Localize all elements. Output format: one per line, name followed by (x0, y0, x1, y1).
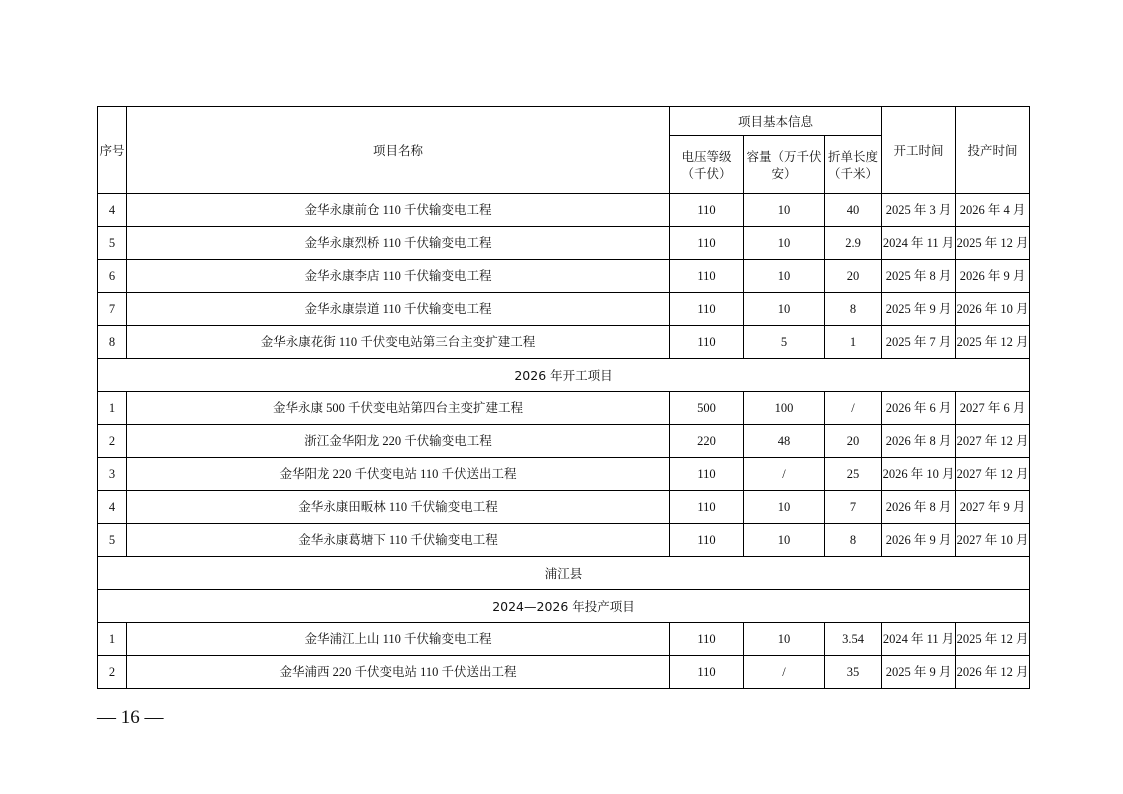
cell-voltage: 110 (670, 458, 744, 491)
cell-voltage: 110 (670, 194, 744, 227)
cell-seq: 6 (98, 260, 127, 293)
cell-length: 35 (825, 656, 882, 689)
cell-project-name: 金华永康 500 千伏变电站第四台主变扩建工程 (127, 392, 670, 425)
cell-length: 7 (825, 491, 882, 524)
cell-start-time: 2025 年 3 月 (882, 194, 956, 227)
cell-capacity: 10 (744, 227, 825, 260)
cell-capacity: 10 (744, 623, 825, 656)
cell-voltage: 110 (670, 656, 744, 689)
cell-capacity: 10 (744, 194, 825, 227)
cell-voltage: 220 (670, 425, 744, 458)
cell-voltage: 110 (670, 491, 744, 524)
cell-project-name: 金华永康李店 110 千伏输变电工程 (127, 260, 670, 293)
cell-voltage: 500 (670, 392, 744, 425)
cell-operation-time: 2025 年 12 月 (956, 623, 1030, 656)
section-county-pujiang: 浦江县 (98, 557, 1030, 590)
header-seq: 序号 (98, 107, 127, 194)
cell-operation-time: 2027 年 12 月 (956, 458, 1030, 491)
cell-length: / (825, 392, 882, 425)
table-row (98, 656, 1030, 689)
cell-capacity: 10 (744, 260, 825, 293)
cell-start-time: 2025 年 7 月 (882, 326, 956, 359)
table-header (98, 107, 1030, 194)
cell-capacity: / (744, 656, 825, 689)
cell-operation-time: 2027 年 10 月 (956, 524, 1030, 557)
cell-length: 40 (825, 194, 882, 227)
cell-operation-time: 2025 年 12 月 (956, 227, 1030, 260)
cell-length: 2.9 (825, 227, 882, 260)
cell-capacity: 100 (744, 392, 825, 425)
cell-operation-time: 2026 年 10 月 (956, 293, 1030, 326)
cell-operation-time: 2025 年 12 月 (956, 326, 1030, 359)
cell-operation-time: 2026 年 9 月 (956, 260, 1030, 293)
cell-start-time: 2026 年 10 月 (882, 458, 956, 491)
cell-project-name: 金华永康花街 110 千伏变电站第三台主变扩建工程 (127, 326, 670, 359)
section-row (98, 590, 1030, 623)
cell-length: 8 (825, 524, 882, 557)
table-row (98, 392, 1030, 425)
cell-length: 3.54 (825, 623, 882, 656)
header-operation-time: 投产时间 (956, 107, 1030, 194)
section-row (98, 359, 1030, 392)
table-row (98, 491, 1030, 524)
cell-project-name: 浙江金华阳龙 220 千伏输变电工程 (127, 425, 670, 458)
header-start-time: 开工时间 (882, 107, 956, 194)
cell-voltage: 110 (670, 227, 744, 260)
cell-length: 1 (825, 326, 882, 359)
table-row (98, 227, 1030, 260)
cell-seq: 2 (98, 656, 127, 689)
cell-project-name: 金华浦江上山 110 千伏输变电工程 (127, 623, 670, 656)
cell-seq: 3 (98, 458, 127, 491)
cell-capacity: 10 (744, 524, 825, 557)
cell-project-name: 金华永康前仓 110 千伏输变电工程 (127, 194, 670, 227)
section-2026-start-projects: 2026 年开工项目 (98, 359, 1030, 392)
cell-capacity: 10 (744, 293, 825, 326)
cell-project-name: 金华永康葛塘下 110 千伏输变电工程 (127, 524, 670, 557)
cell-start-time: 2025 年 8 月 (882, 260, 956, 293)
table-body (98, 194, 1030, 689)
table-row (98, 623, 1030, 656)
cell-seq: 2 (98, 425, 127, 458)
table-row (98, 260, 1030, 293)
cell-start-time: 2025 年 9 月 (882, 293, 956, 326)
cell-start-time: 2026 年 8 月 (882, 491, 956, 524)
table-row (98, 425, 1030, 458)
table-row (98, 293, 1030, 326)
table-row (98, 326, 1030, 359)
cell-project-name: 金华永康田畈林 110 千伏输变电工程 (127, 491, 670, 524)
header-project-name: 项目名称 (127, 107, 670, 194)
cell-seq: 8 (98, 326, 127, 359)
cell-capacity: 10 (744, 491, 825, 524)
cell-operation-time: 2027 年 9 月 (956, 491, 1030, 524)
page-number: — 16 — (97, 707, 164, 728)
header-basic-info: 项目基本信息 (670, 107, 882, 136)
cell-project-name: 金华浦西 220 千伏变电站 110 千伏送出工程 (127, 656, 670, 689)
cell-voltage: 110 (670, 293, 744, 326)
cell-start-time: 2025 年 9 月 (882, 656, 956, 689)
cell-length: 20 (825, 260, 882, 293)
table-row (98, 458, 1030, 491)
cell-capacity: 48 (744, 425, 825, 458)
cell-operation-time: 2026 年 4 月 (956, 194, 1030, 227)
cell-seq: 7 (98, 293, 127, 326)
cell-seq: 4 (98, 194, 127, 227)
cell-length: 8 (825, 293, 882, 326)
cell-start-time: 2026 年 6 月 (882, 392, 956, 425)
header-voltage: 电压等级（千伏） (670, 136, 744, 194)
cell-length: 25 (825, 458, 882, 491)
cell-seq: 1 (98, 392, 127, 425)
cell-capacity: / (744, 458, 825, 491)
header-capacity: 容量（万千伏安） (744, 136, 825, 194)
cell-seq: 5 (98, 524, 127, 557)
cell-start-time: 2024 年 11 月 (882, 227, 956, 260)
table-row (98, 194, 1030, 227)
project-table (97, 106, 1030, 689)
cell-seq: 4 (98, 491, 127, 524)
cell-voltage: 110 (670, 524, 744, 557)
cell-length: 20 (825, 425, 882, 458)
cell-operation-time: 2027 年 6 月 (956, 392, 1030, 425)
header-length: 折单长度（千米） (825, 136, 882, 194)
cell-project-name: 金华永康烈桥 110 千伏输变电工程 (127, 227, 670, 260)
cell-seq: 5 (98, 227, 127, 260)
cell-start-time: 2026 年 9 月 (882, 524, 956, 557)
table-row (98, 524, 1030, 557)
cell-seq: 1 (98, 623, 127, 656)
cell-voltage: 110 (670, 623, 744, 656)
cell-operation-time: 2027 年 12 月 (956, 425, 1030, 458)
section-row (98, 557, 1030, 590)
cell-project-name: 金华永康崇道 110 千伏输变电工程 (127, 293, 670, 326)
cell-project-name: 金华阳龙 220 千伏变电站 110 千伏送出工程 (127, 458, 670, 491)
cell-operation-time: 2026 年 12 月 (956, 656, 1030, 689)
cell-voltage: 110 (670, 326, 744, 359)
cell-voltage: 110 (670, 260, 744, 293)
section-2024-2026-operation-projects: 2024—2026 年投产项目 (98, 590, 1030, 623)
cell-capacity: 5 (744, 326, 825, 359)
cell-start-time: 2026 年 8 月 (882, 425, 956, 458)
cell-start-time: 2024 年 11 月 (882, 623, 956, 656)
